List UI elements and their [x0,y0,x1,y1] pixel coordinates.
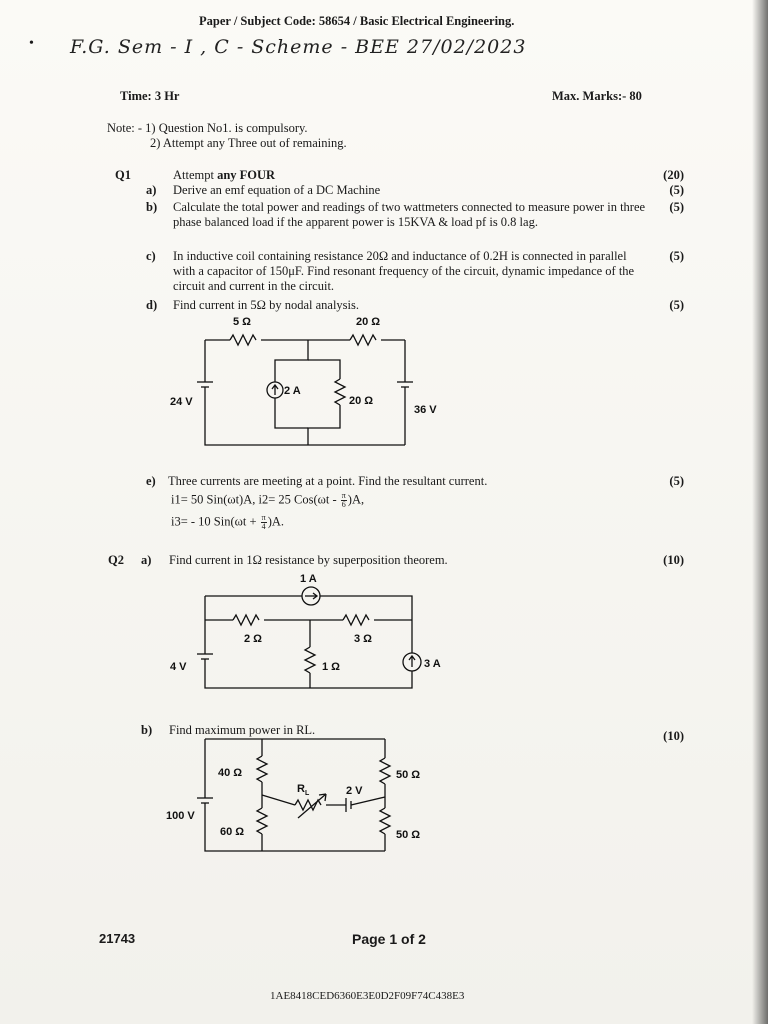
q1d-marks: (5) [669,298,684,312]
q1c-label: c) [146,249,156,263]
label-20ohm-top: 20 Ω [356,316,381,328]
q1c-text: In inductive coil containing resistance 20Ω and inductance of 0.2H is connected in parallel with a capacitor of 150μF. Find resonant frequency of the circuit, dynamic impedance of the circuit and current in the circuit. [173,249,635,293]
time-label: Time: 3 Hr [120,89,180,103]
handwritten-note: F.G. Sem - I , C - Scheme - BEE 27/02/2023 [70,36,527,58]
footer-page: Page 1 of 2 [352,931,426,947]
resistor-50ohm-top [380,758,390,784]
label-1ohm: 1 Ω [322,661,340,673]
label-4v: 4 V [170,661,187,673]
label-60ohm: 60 Ω [220,826,245,838]
q1-instruction-bold: any FOUR [217,168,276,182]
label-2a: 2 A [284,385,301,397]
q1d-text: Find current in 5Ω by nodal analysis. [173,298,359,312]
q1e-equation-1 [171,492,364,509]
eq2-numerator: π [261,513,266,522]
label-5ohm: 5 Ω [233,316,251,328]
resistor-1ohm [305,647,315,673]
label-3ohm: 3 Ω [354,633,372,645]
q1-marks: (20) [663,168,684,182]
label-36v: 36 V [414,404,437,416]
resistor-3ohm [343,615,369,625]
q1c-marks: (5) [669,249,684,263]
eq2-fraction [261,514,267,531]
footer-hash: 1AE8418CED6360E3E0D2F09F74C438E3 [270,990,465,1002]
label-rl: $R_L$ [297,783,310,797]
q1e-equation-2 [171,514,284,531]
q2a-label: a) [141,553,152,567]
label-20ohm-middle: 20 Ω [349,395,374,407]
q1-number: Q1 [115,168,131,182]
resistor-2ohm [233,615,259,625]
label-50ohm-bottom: 50 Ω [396,829,421,841]
q1e-text: Three currents are meeting at a point. Find the resultant current. [168,474,488,488]
eq1-fraction [341,492,347,509]
page-shadow-edge [752,0,768,1024]
q2b-marks: (10) [663,729,684,743]
label-3a: 3 A [424,658,441,670]
footer-code: 21743 [99,931,136,946]
q2b-label: b) [141,723,153,737]
eq2-part-a: i3= - 10 Sin(ωt + [171,514,260,529]
label-1a: 1 A [300,573,317,585]
q1b-marks: (5) [669,200,684,214]
q2a-text: Find current in 1Ω resistance by superposition theorem. [169,553,448,567]
resistor-50ohm-bottom [380,808,390,834]
q1b-label: b) [146,200,158,214]
label-2ohm: 2 Ω [244,633,262,645]
note-line-1: Note: - 1) Question No1. is compulsory. [107,121,308,135]
q1d-circuit-diagram [160,312,450,457]
q2b-text: Find maximum power in RL. [169,723,316,737]
label-24v: 24 V [170,396,193,408]
eq1-part-a: i1= 50 Sin(ωt)A, i2= 25 Cos(ωt - [171,492,340,507]
q1d-label: d) [146,298,158,312]
label-50ohm-top: 50 Ω [396,769,421,781]
q1a-text: Derive an emf equation of a DC Machine [173,183,381,197]
eq2-part-b: )A. [267,514,285,529]
q1a-marks: (5) [669,183,684,197]
paper-title: Paper / Subject Code: 58654 / Basic Electrical Engineering. [199,14,515,28]
q2b-circuit-diagram [160,728,460,863]
label-100v: 100 V [166,810,195,822]
resistor-20ohm-top [350,335,376,345]
resistor-20ohm-middle [335,379,345,405]
max-marks-label: Max. Marks:- 80 [552,89,642,103]
q1e-label: e) [146,474,156,488]
q1-instruction [173,168,275,183]
resistor-5ohm [230,335,256,345]
q1e-marks: (5) [669,474,684,488]
resistor-60ohm [257,808,267,834]
q2a-circuit-diagram [160,567,460,707]
label-2v: 2 V [346,785,363,797]
eq1-numerator: π [341,491,346,500]
eq1-denominator: 6 [341,500,346,509]
resistor-40ohm [257,756,267,782]
eq1-part-b: )A, [347,492,365,507]
q2-number: Q2 [108,553,124,567]
bullet-dot: • [29,36,34,51]
q2a-marks: (10) [663,553,684,567]
q1a-label: a) [146,183,157,197]
eq2-denominator: 4 [261,522,266,531]
q1b-text: Calculate the total power and readings of two wattmeters connected to measure power in three phase balanced load if the apparent power is 15KVA & load pf is 0.8 lag. [173,200,646,229]
q1-instruction-pre: Attempt [173,168,218,182]
label-40ohm: 40 Ω [218,767,243,779]
note-line-2: 2) Attempt any Three out of remaining. [150,136,347,150]
